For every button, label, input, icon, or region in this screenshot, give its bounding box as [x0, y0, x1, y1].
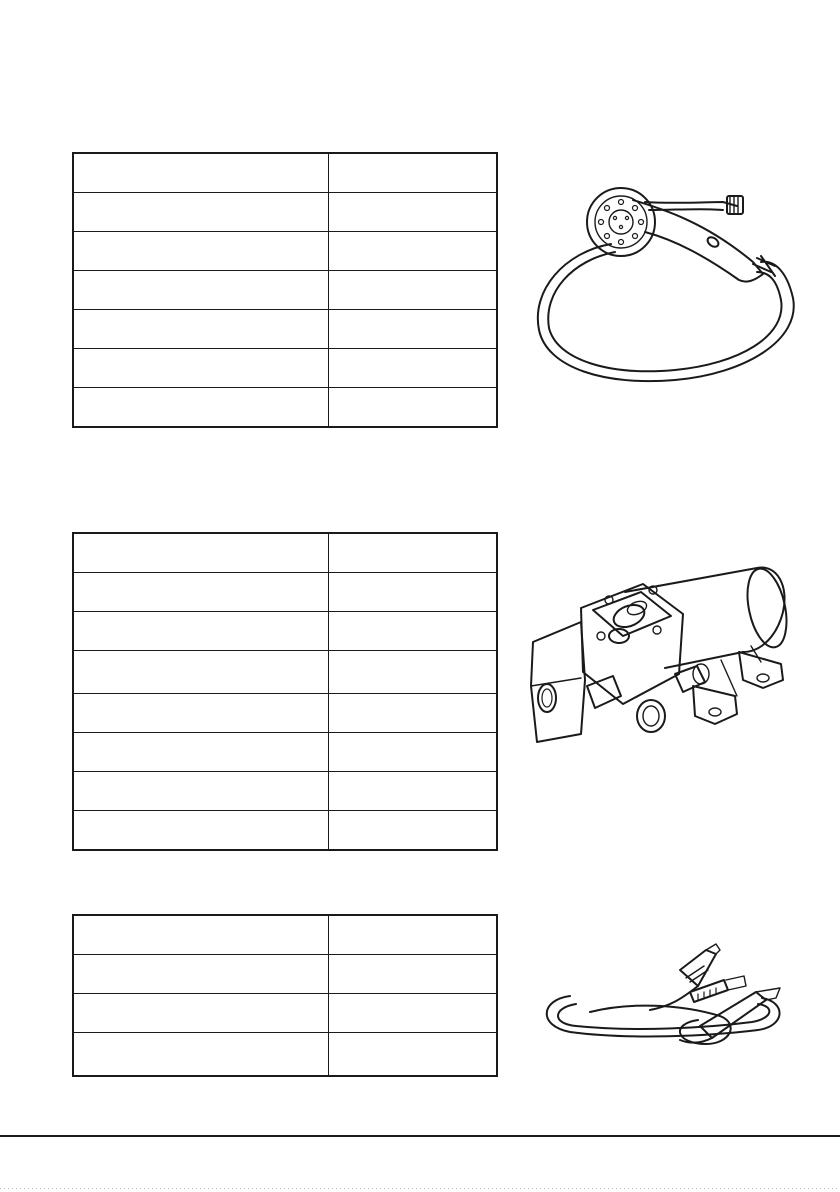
spec-label [73, 733, 329, 772]
spec-label [73, 232, 329, 271]
spec-label [73, 612, 329, 651]
spec-value [329, 573, 498, 612]
cable-spec-table [72, 914, 498, 1077]
spec-label [73, 271, 329, 310]
spec-label [73, 310, 329, 349]
pump-head [581, 584, 683, 704]
table-row [73, 733, 497, 772]
spec-value [329, 772, 498, 811]
table-row [73, 153, 497, 193]
spec-value [329, 232, 498, 271]
table-row [73, 573, 497, 612]
table-row [73, 994, 497, 1033]
table-row [73, 349, 497, 388]
hose-inner [548, 252, 781, 371]
mount-foot-front [693, 686, 737, 724]
footer-divider [0, 1135, 840, 1137]
spec-value [329, 153, 498, 193]
valve-cap [609, 629, 629, 643]
spec-value [329, 811, 498, 851]
spec-label [73, 193, 329, 232]
shower-head-spec-table [72, 152, 498, 428]
motor-end-cap [741, 565, 793, 651]
spec-label [73, 915, 329, 955]
spec-label [73, 994, 329, 1033]
spec-label [73, 651, 329, 694]
table-row [73, 651, 497, 694]
table-row [73, 955, 497, 994]
spec-value [329, 1033, 498, 1077]
page-bottom-edge [0, 1188, 840, 1189]
spec-value [329, 193, 498, 232]
shower-head-hose-illustration [525, 180, 815, 400]
pressure-switch [610, 601, 647, 632]
table-row [73, 612, 497, 651]
mount-foot-rear [739, 652, 783, 688]
spec-value [329, 651, 498, 694]
table-row [73, 811, 497, 851]
front-port [538, 684, 556, 712]
spec-value [329, 533, 498, 573]
spray-face [587, 188, 655, 256]
spec-value [329, 388, 498, 428]
spec-label [73, 955, 329, 994]
spec-value [329, 310, 498, 349]
spec-value [329, 733, 498, 772]
spec-label [73, 772, 329, 811]
spec-label [73, 388, 329, 428]
spec-value [329, 271, 498, 310]
spec-value [329, 694, 498, 733]
spec-label [73, 573, 329, 612]
table-row [73, 1033, 497, 1077]
spec-label [73, 153, 329, 193]
table-row [73, 694, 497, 733]
spec-value [329, 994, 498, 1033]
outlet-fitting-left [587, 676, 621, 708]
spec-value [329, 349, 498, 388]
table-row [73, 193, 497, 232]
table-row [73, 772, 497, 811]
spec-value [329, 612, 498, 651]
motor-body [625, 568, 785, 668]
table-row [73, 310, 497, 349]
table-row [73, 232, 497, 271]
battery-clip-red [680, 950, 716, 986]
cable-loop-inner [558, 1004, 769, 1029]
spec-label [73, 1033, 329, 1077]
outlet-nut [637, 700, 665, 732]
table-row [73, 271, 497, 310]
spec-value [329, 955, 498, 994]
spec-label [73, 811, 329, 851]
table-row [73, 388, 497, 428]
spec-label [73, 349, 329, 388]
spec-label [73, 694, 329, 733]
spec-label [73, 533, 329, 573]
battery-clip-cable-illustration [530, 940, 820, 1070]
table-row [73, 915, 497, 955]
pump-spec-table [72, 532, 498, 851]
water-pump-illustration [525, 556, 815, 752]
spec-value [329, 915, 498, 955]
table-row [73, 533, 497, 573]
